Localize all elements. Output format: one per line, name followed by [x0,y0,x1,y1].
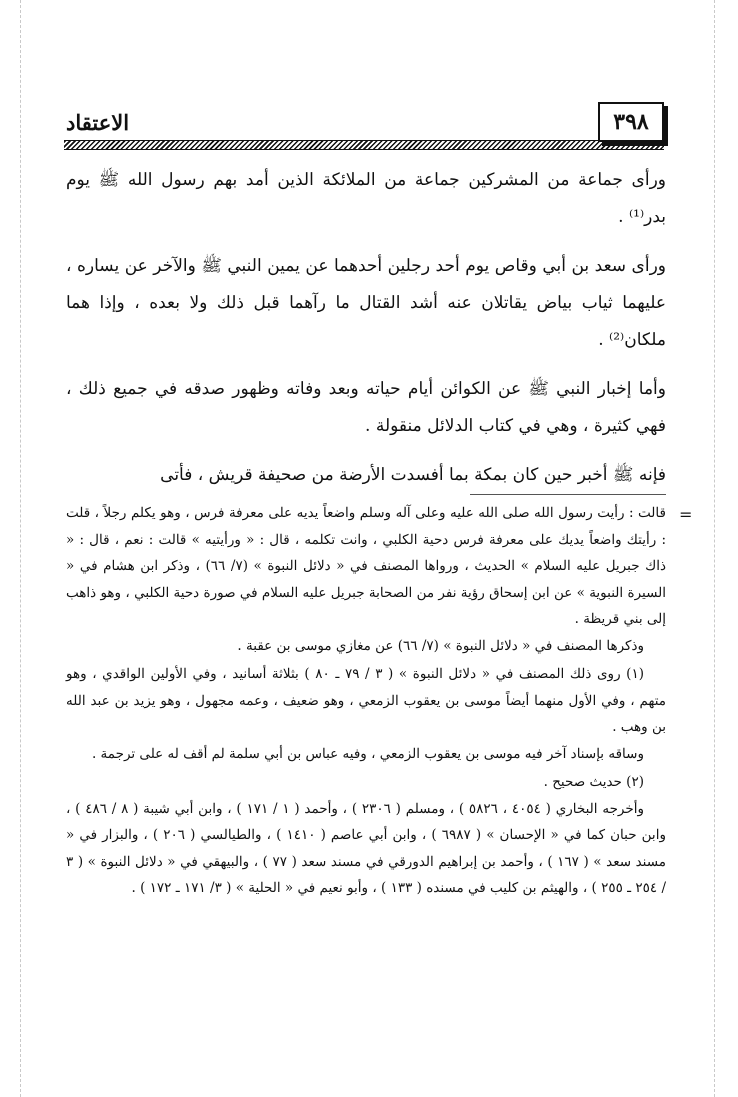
running-title: الاعتقاد [66,110,130,135]
main-paragraph-3: وأما إخبار النبي ﷺ عن الكوائن أيام حياته وبعد وفاته وظهور صدقه في جميع ذلك ، فهي كثيرة ، وهي في كتاب الدلائل منقولة . [66,379,666,436]
page-crop-guide-right [714,0,715,1097]
continuation-mark: = [679,505,693,524]
header-rule [64,140,664,150]
page-crop-guide-left [20,0,21,1097]
main-paragraph-4: فإنه ﷺ أخبر حين كان بمكة بما أفسدت الأرضة من صحيفة قريش ، فأتى [160,465,666,485]
footnotes [66,500,666,902]
footnote-continued-2: وذكرها المصنف في « دلائل النبوة » (٧/ ٦٦) عن مغازي موسى بن عقبة . [237,637,644,654]
footnote-2: (٢) حديث صحيح . [543,774,644,790]
footnote-continued-1: قالت : رأيت رسول الله صلى الله عليه وعلى آله وسلم واضعاً يديه على معرفة فرس ، وهو يكلم رجلاً ، قلت : رأيتك واضعاً يديك على معرفة فرس دحية الكلبي ، وانت تكلمه ، قال : « ورأيتيه » قالت : نعم ، قال : « ذاك جبريل عليه السلام » الحديث ، ورواها المصنف في « دلائل النبوة » (٧/ ٦٦) ، وذكر ابن هشام في « السيرة النبوية » عن ابن إسحاق رؤية نفر من الصحابة جبريل عليه السلام في صورة دحية الكلبي ، وهو ذاهب إلى بني قريظة . [66,505,666,627]
footnote-divider [470,494,666,495]
main-text [66,162,666,500]
page-number-box: ٣٩٨ [598,102,664,142]
footnote-2-continued: وأخرجه البخاري ( ٤٠٥٤ ، ٥٨٢٦ ) ، ومسلم ( ٢٣٠٦ ) ، وأحمد ( ١ / ١٧١ ) ، وابن أبي شيبة ( ٨ / ٤٨٦ ) ، وابن حبان كما في « الإحسان » ( ٦٩٨٧ ) ، وابن أبي عاصم ( ١٤١٠ ) ، والطيالسي ( ٢٠٦ ) ، والبزار في « مسند سعد » ( ١٦٧ ) ، وأحمد بن إبراهيم الدورقي في مسند سعد ( ٧٧ ) ، والبيهقي في « دلائل النبوة » ( ٣ / ٢٥٤ ـ ٢٥٥ ) ، والهيثم بن كليب في مسنده ( ١٣٣ ) ، وأبو نعيم في « الحلية » ( ٣/ ١٧١ ـ ١٧٢ ) . [66,800,667,896]
footnote-1: (١) روى ذلك المصنف في « دلائل النبوة » ( ٣ / ٧٩ ـ ٨٠ ) بثلاثة أسانيد ، وفي الأولين الواقدي ، وهو متهم ، وفي الأول منهما أيضاً موسى بن يعقوب الزمعي ، وهو ضعيف ، وعمه مجهول ، وهو يزيد بن عبد الله بن وهب . [66,666,666,735]
main-paragraph-2: ورأى سعد بن أبي وقاص يوم أحد رجلين أحدهما عن يمين النبي ﷺ والآخر عن يساره ، عليهما ثياب بياض يقاتلان عنه أشد القتال ما رآهما قبل ذلك ولا بعده ، وإذا هما ملكان⁽²⁾ . [66,256,666,350]
main-paragraph-1: ورأى جماعة من المشركين جماعة من الملائكة الذين أمد بهم رسول الله ﷺ يوم بدر⁽¹⁾ . [66,170,666,227]
footnote-1-continued: وساقه بإسناد آخر فيه موسى بن يعقوب الزمعي ، وفيه عباس بن أبي سلمة لم أقف له على ترجمة . [91,745,644,762]
